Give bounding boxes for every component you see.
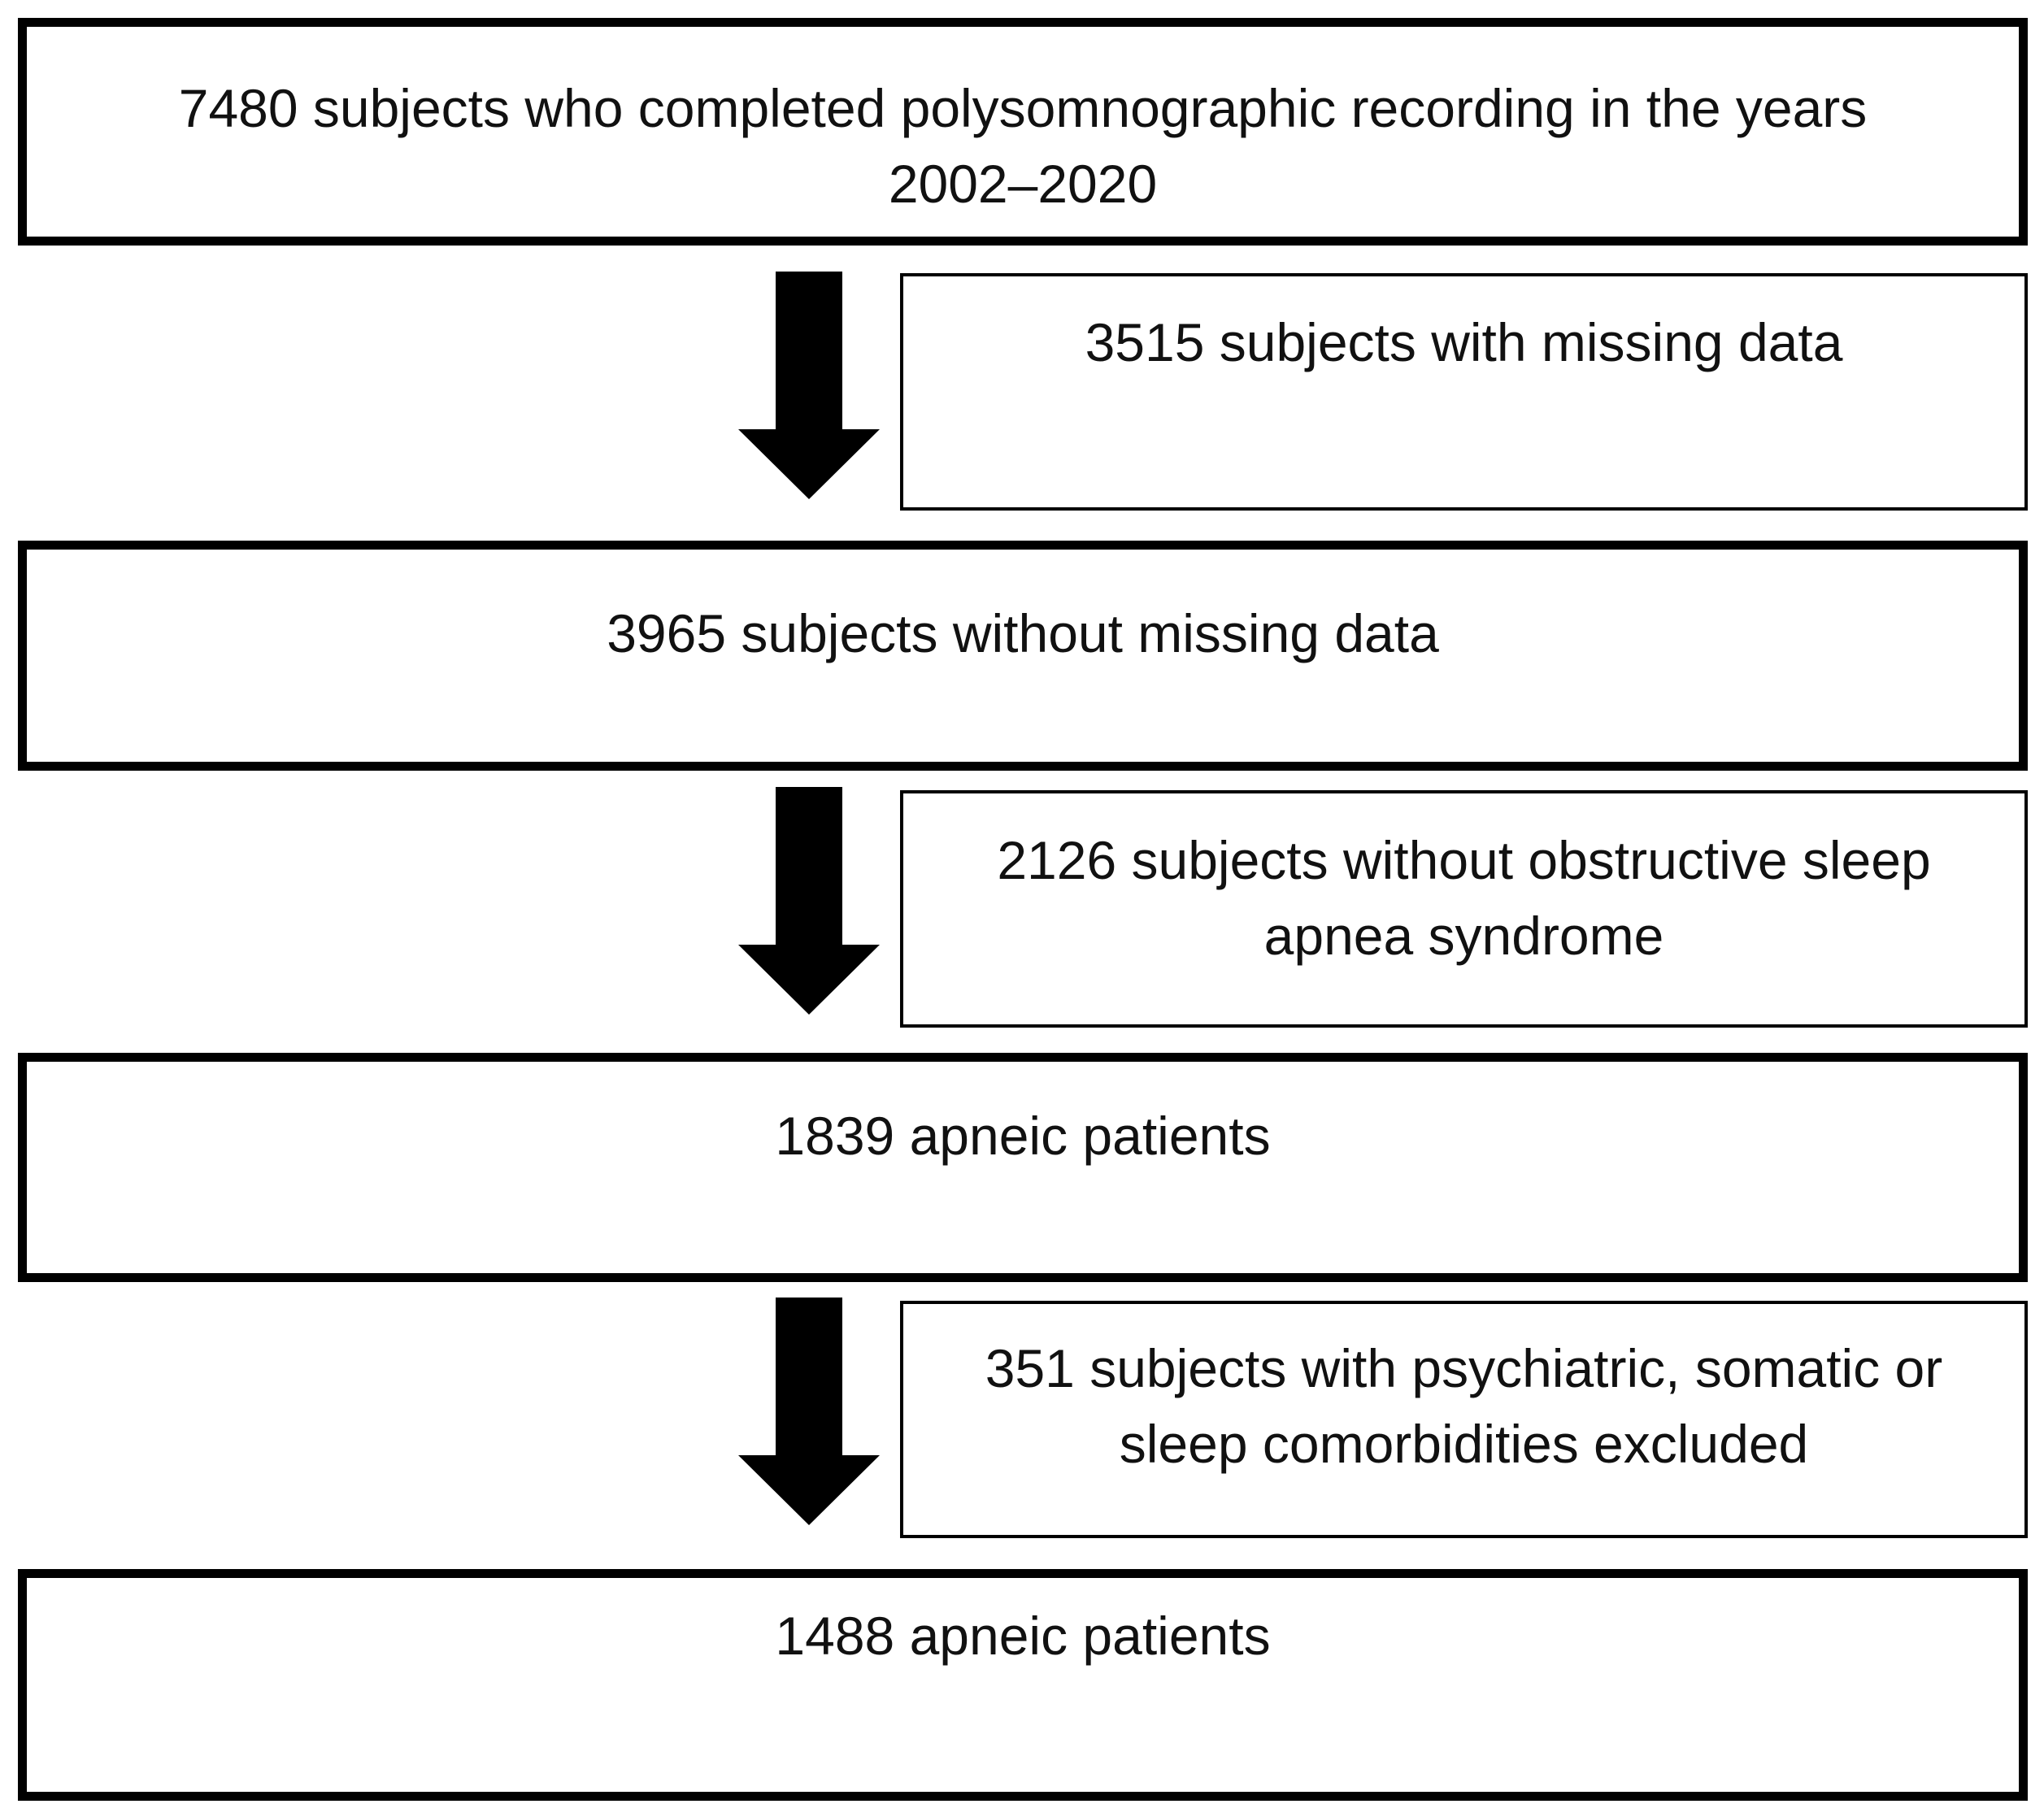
stage-box-2	[18, 541, 2028, 771]
stage-4-line-1: 1488 apneic patients	[775, 1606, 1271, 1666]
exclusion-box-2	[900, 790, 2028, 1028]
stage-1-line-2: 2002–2020	[888, 154, 1158, 214]
down-arrow-icon	[738, 787, 880, 1015]
down-arrow-icon	[738, 1298, 880, 1525]
stage-box-3	[18, 1053, 2028, 1282]
exclusion-2-line-1: 2126 subjects without obstructive sleep	[997, 830, 1931, 890]
down-arrow-icon	[738, 272, 880, 499]
exclusion-3-line-1: 351 subjects with psychiatric, somatic or	[985, 1338, 1943, 1398]
exclusion-3-line-2: sleep comorbidities excluded	[1119, 1414, 1809, 1474]
exclusion-box-3	[900, 1301, 2028, 1538]
stage-1-line-1: 7480 subjects who completed polysomnographic recording in the years	[178, 78, 1868, 138]
exclusion-1-line-1: 3515 subjects with missing data	[1085, 312, 1843, 372]
stage-box-1	[18, 18, 2028, 246]
exclusion-2-line-2: apnea syndrome	[1263, 906, 1664, 966]
stage-3-line-1: 1839 apneic patients	[775, 1106, 1271, 1166]
stage-box-4	[18, 1569, 2028, 1801]
stage-2-line-1: 3965 subjects without missing data	[607, 603, 1439, 663]
exclusion-box-1	[900, 273, 2028, 511]
